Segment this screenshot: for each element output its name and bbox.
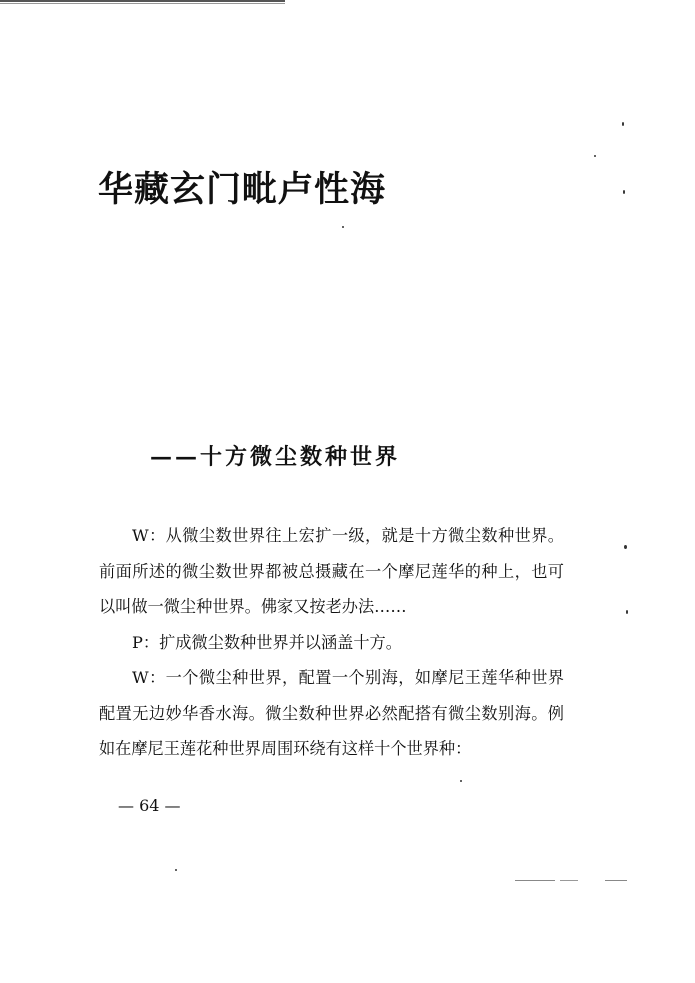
chapter-title: 华藏玄门毗卢性海 xyxy=(98,170,387,210)
scan-speck xyxy=(622,122,624,126)
paragraph-2: P：扩成微尘数种世界并以涵盖十方。 xyxy=(132,632,402,652)
top-scan-rule xyxy=(0,0,285,2)
scan-speck xyxy=(175,869,177,871)
section-subtitle: ——十方微尘数种世界 xyxy=(150,444,401,470)
scan-speck xyxy=(626,610,628,614)
scan-speck xyxy=(560,880,578,881)
paragraph-1: W：从微尘数世界往上宏扩一级，就是十方微尘数种世界。前面所述的微尘数世界都被总摄藏在一个摩尼莲华的种上，也可以叫做一微尘种世界。佛家又按老办法…… xyxy=(99,526,564,616)
scan-speck xyxy=(624,545,627,549)
scan-speck xyxy=(605,880,627,881)
scan-speck xyxy=(460,780,462,782)
scan-speck xyxy=(342,226,344,228)
scan-speck xyxy=(515,880,555,881)
paragraph-3: W：一个微尘种世界，配置一个别海，如摩尼王莲华种世界配置无边妙华香水海。微尘数种世界必然配搭有微尘数别海。例如在摩尼王莲花种世界周围环绕有这样十个世界种： xyxy=(99,668,564,758)
page-number: — 64 — xyxy=(118,796,181,815)
body-text xyxy=(99,518,564,767)
top-scan-rule-secondary xyxy=(0,3,285,4)
scan-speck xyxy=(594,155,596,157)
scan-speck xyxy=(623,190,625,194)
